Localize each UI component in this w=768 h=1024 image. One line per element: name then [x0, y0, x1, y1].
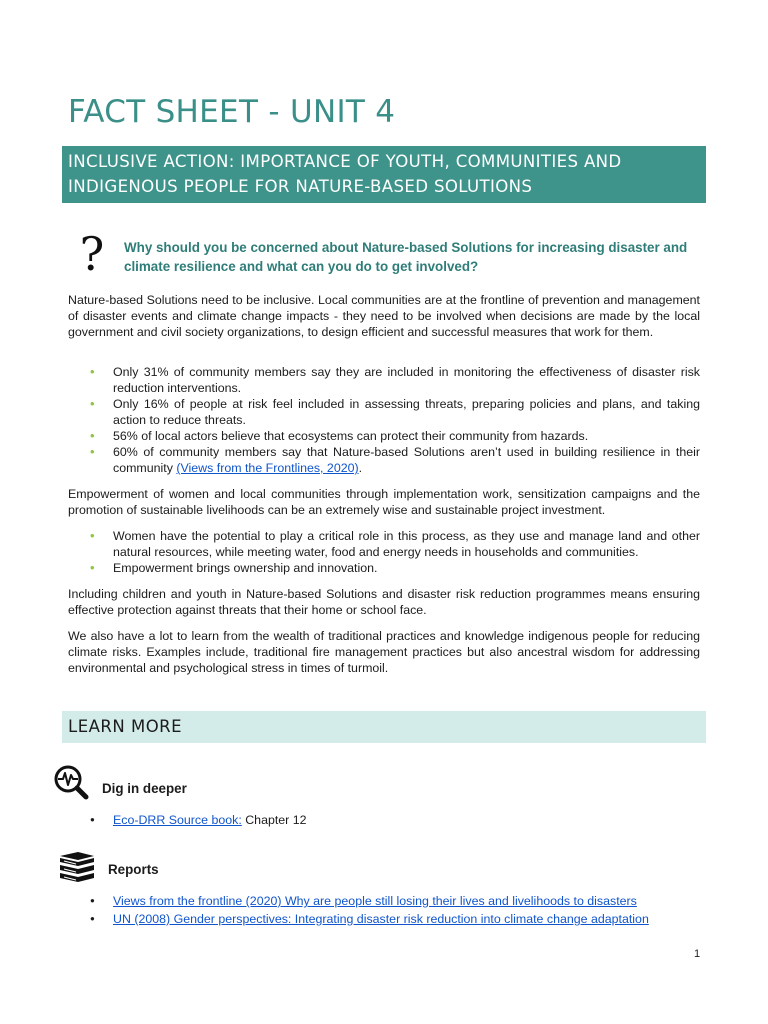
books-icon	[56, 850, 98, 886]
key-question: Why should you be concerned about Nature-based Solutions for increasing disaster and climate resilience and what can you do to get involved?	[124, 240, 688, 274]
magnifier-pulse-icon	[52, 764, 92, 804]
views-from-frontlines-link[interactable]: (Views from the Frontlines, 2020)	[176, 461, 359, 475]
list-item: • Only 16% of people at risk feel included in assessing threats, preparing policies and plans, and taking action to reduce threats.	[86, 396, 700, 428]
list-item: • 56% of local actors believe that ecosystems can protect their community from hazards.	[86, 428, 700, 444]
dig-deeper-list	[88, 811, 708, 829]
un-gender-perspectives-link[interactable]: UN (2008) Gender perspectives: Integrating disaster risk reduction into climate change adaptation	[113, 912, 649, 926]
list-item: • Women have the potential to play a critical role in this process, as they use and manage land and other natural resources, while meeting water, food and energy needs in households and communities.	[86, 528, 700, 560]
empowerment-paragraph: Empowerment of women and local communities through implementation work, sensitization campaigns and the promotion of sustainable livelihoods can be an extremely wise and sustainable project investment.	[68, 487, 700, 517]
list-item	[88, 811, 708, 829]
question-mark-icon: ?	[79, 227, 105, 281]
stats-list	[86, 364, 700, 476]
banner-line-2: INDIGENOUS PEOPLE FOR NATURE-BASED SOLUTIONS	[68, 177, 533, 196]
learn-more-heading: LEARN MORE	[62, 711, 706, 743]
traditional-paragraph: We also have a lot to learn from the wealth of traditional practices and knowledge indigenous people for reducing climate risks. Examples include, traditional fire management practices but also ancestral wisdom for addressing environmental and psychological stress in times of turmoil.	[68, 629, 700, 675]
dig-deeper-label: Dig in deeper	[102, 781, 187, 796]
unit-banner	[62, 146, 706, 203]
stat-text: 60% of community members say that Nature-based Solutions aren’t used in building resilience in their community	[113, 445, 700, 475]
banner-line-1: INCLUSIVE ACTION: IMPORTANCE OF YOUTH, COMMUNITIES AND	[68, 152, 622, 171]
reports-list	[88, 892, 708, 928]
views-from-frontline-report-link[interactable]: Views from the frontline (2020) Why are people still losing their lives and livelihoods to disasters	[113, 894, 637, 908]
list-item	[88, 910, 708, 928]
intro-paragraph: Nature-based Solutions need to be inclusive. Local communities are at the frontline of prevention and management of disaster events and climate change impacts - they need to be involved when decisions are made by the local government and civil society organizations, to design efficient and successful measures that work for them.	[68, 293, 700, 339]
list-item: • Only 31% of community members say they are included in monitoring the effectiveness of disaster risk reduction interventions.	[86, 364, 700, 396]
list-item: • Empowerment brings ownership and innovation.	[86, 560, 700, 576]
page-number: 1	[694, 948, 701, 960]
chapter-text: Chapter 12	[241, 813, 307, 827]
eco-drr-source-book-link[interactable]: Eco-DRR Source book:	[113, 813, 242, 827]
empowerment-list	[86, 528, 700, 576]
reports-label: Reports	[108, 862, 159, 877]
children-paragraph: Including children and youth in Nature-based Solutions and disaster risk reduction programmes means ensuring effective protection against threats that their home or school face.	[68, 587, 700, 617]
list-item	[86, 444, 700, 476]
list-item	[88, 892, 708, 910]
stat-suffix: .	[358, 461, 363, 475]
page-title: FACT SHEET - UNIT 4	[68, 94, 396, 130]
